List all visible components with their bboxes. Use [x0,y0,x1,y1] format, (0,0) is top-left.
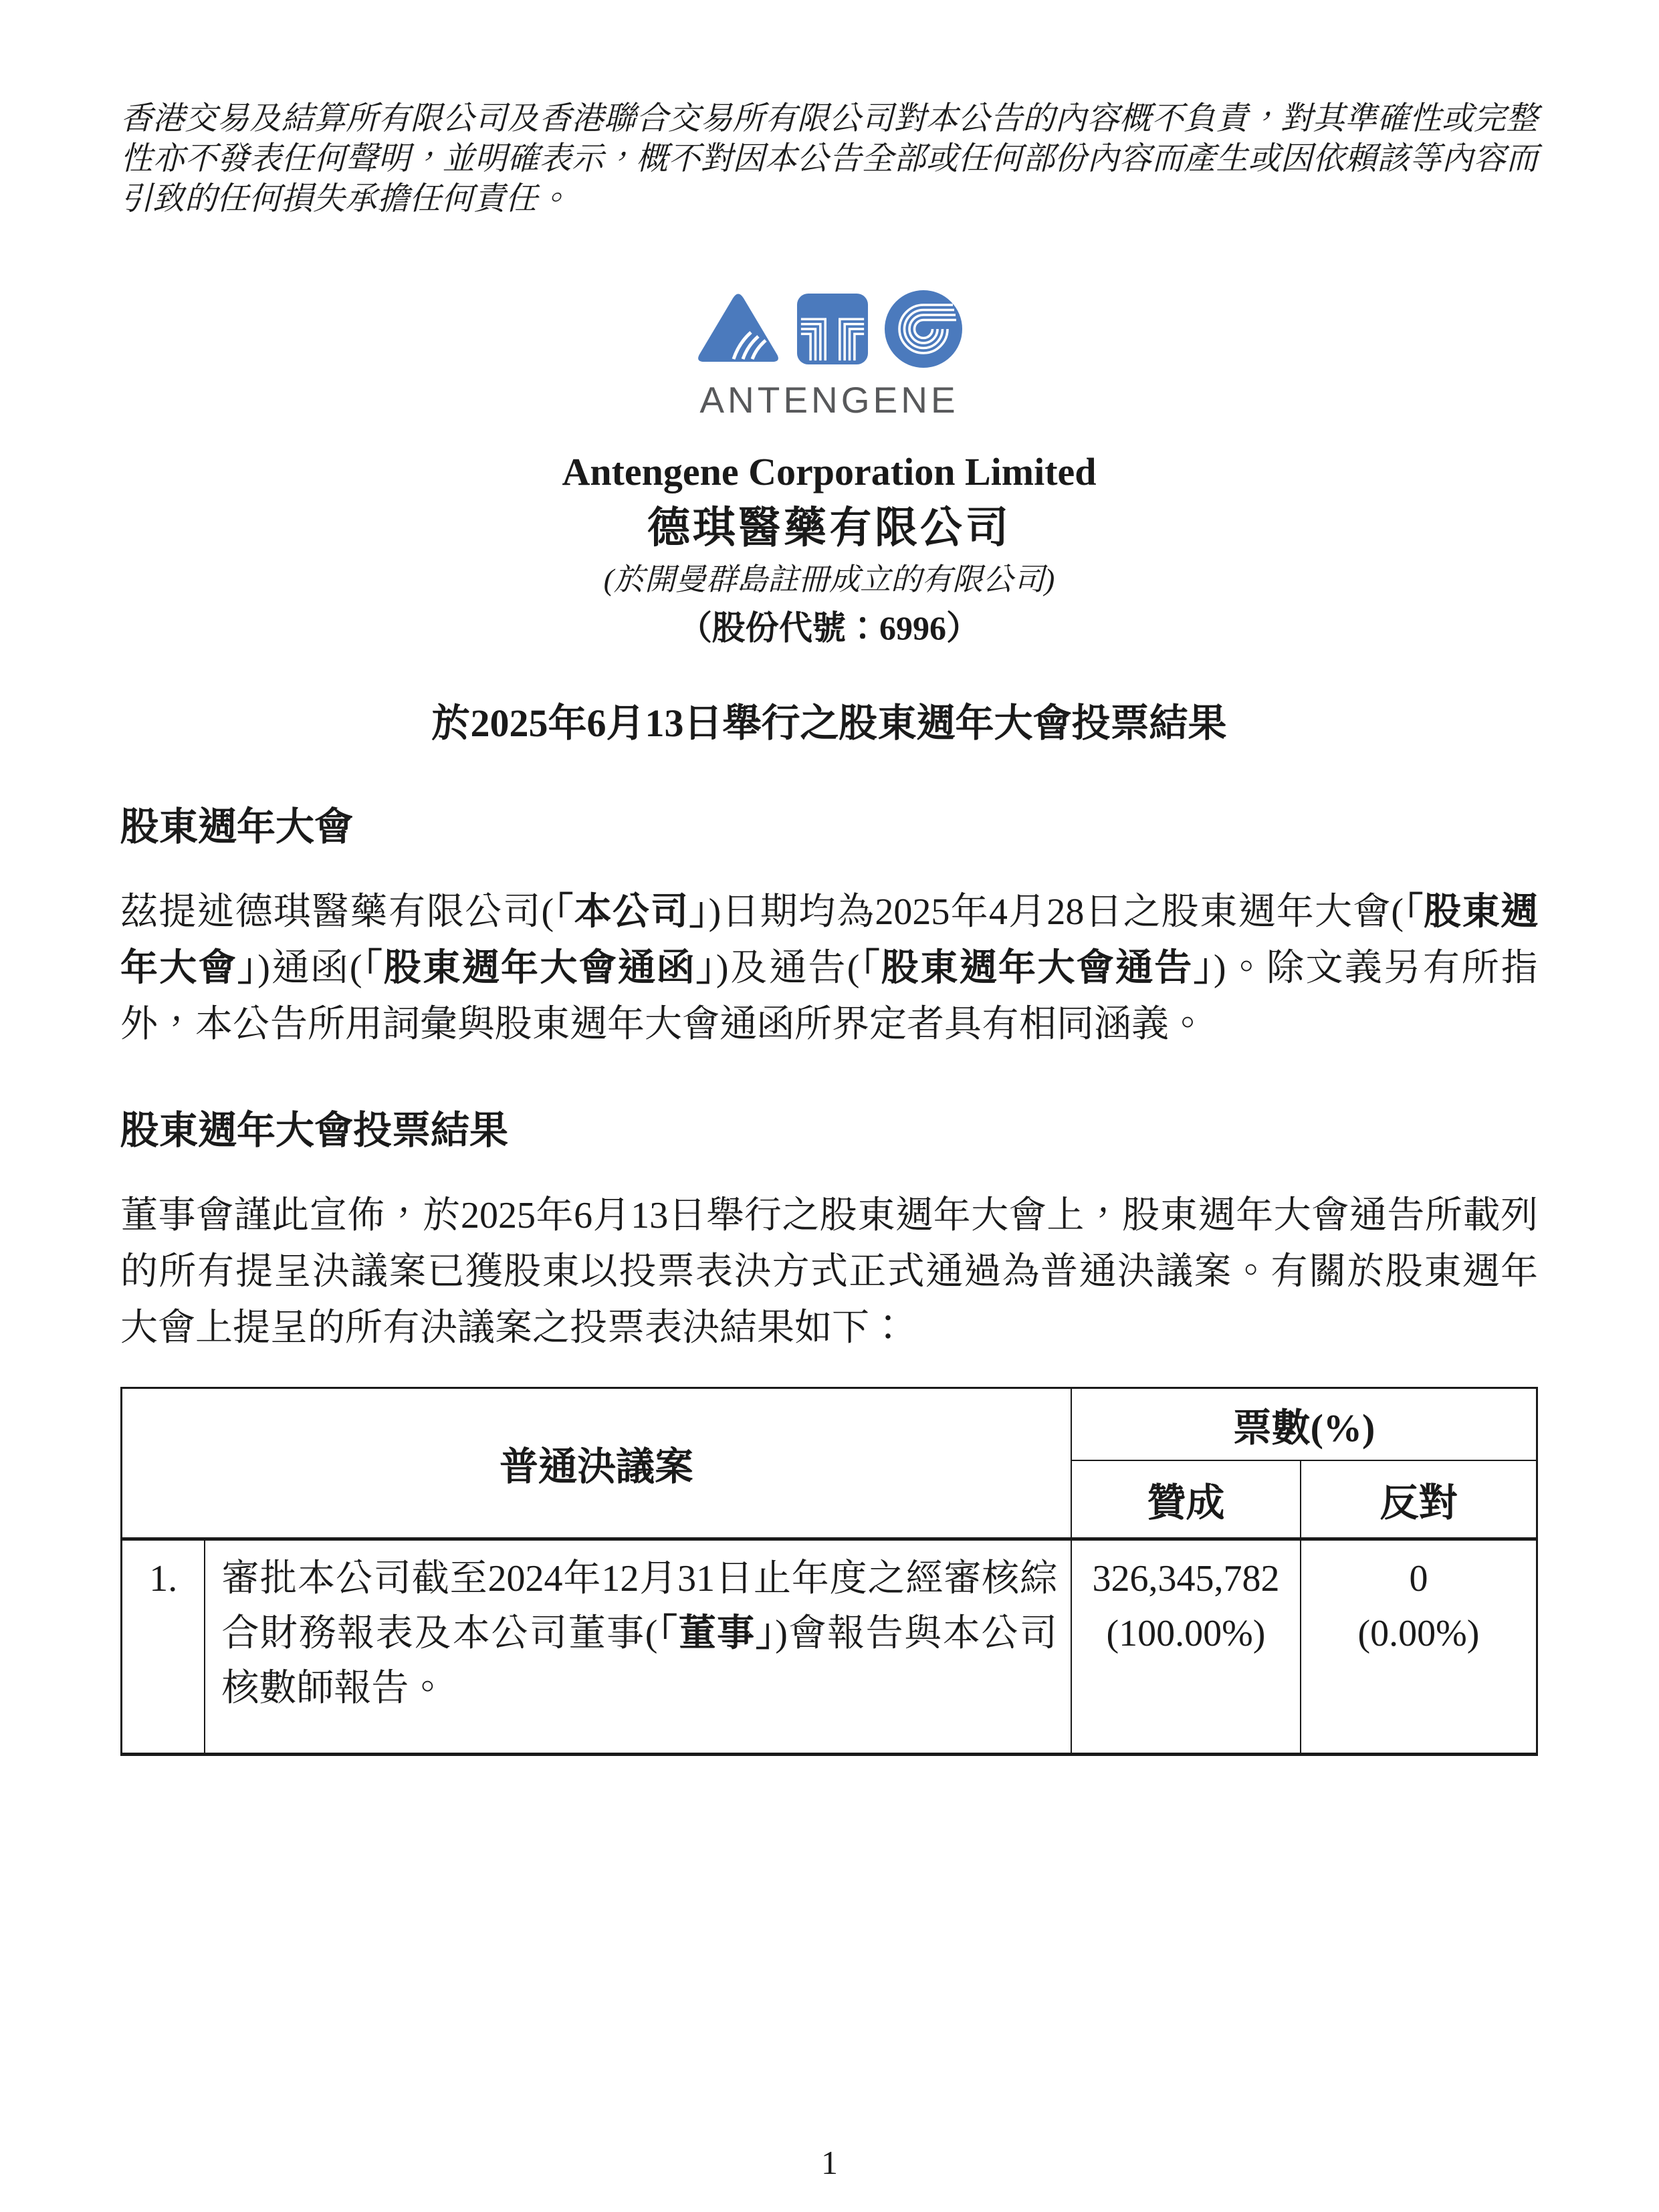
exchange-disclaimer: 香港交易及結算所有限公司及香港聯合交易所有限公司對本公告的內容概不負責，對其準確性或完整性亦不發表任何聲明，並明確表示，概不對因本公告全部或任何部份內容而產生或因依賴該等內容而引致的任何損失承擔任何責任。 [120,101,1538,217]
page-number: 1 [821,2144,838,2181]
document-content [120,0,1538,1756]
company-name-chinese: 德琪醫藥有限公司 [647,504,1011,552]
voting-results-table [120,1387,1538,1756]
poll-results-paragraph: 董事會謹此宣佈，於2025年6月13日舉行之股東週年大會上，股東週年大會通告所載列的所有提呈決議案已獲股東以投票表決方式正式通過為普通決議案。有關於股東週年大會上提呈的所有決議案之投票表決結果如下： [120,1195,1538,1349]
table-row-resolution-1 [122,1539,1537,1755]
company-logo [120,289,1538,421]
incorporation-note: (於開曼群島註冊成立的有限公司) [603,562,1055,596]
votes-for-percent: (100.00%) [1106,1613,1266,1654]
announcement-title: 於2025年6月13日舉行之股東週年大會投票結果 [431,701,1227,745]
votes-against-cell [1301,1539,1537,1755]
column-header-resolutions: 普通決議案 [122,1388,1072,1539]
column-header-votes: 票數(%) [1071,1388,1537,1461]
resolution-text: 審批本公司截至2024年12月31日止年度之經審核綜合財務報表及本公司董事(「董事」)會報告與本公司核數師報告。 [205,1539,1071,1755]
stock-code-line: （股份代號：6996） [679,609,980,647]
votes-for-count: 326,345,782 [1092,1558,1280,1599]
square-t-icon [796,293,869,365]
column-header-against: 反對 [1301,1460,1537,1539]
section-heading-agm: 股東週年大會 [120,805,354,849]
table-header-row-1 [122,1388,1537,1461]
circle-g-icon [883,289,964,369]
votes-against-percent: (0.00%) [1357,1613,1480,1654]
votes-for-cell [1071,1539,1301,1755]
resolution-number: 1. [122,1539,205,1755]
company-name-english: Antengene Corporation Limited [562,450,1097,493]
votes-against-count: 0 [1409,1558,1428,1599]
triangle-a-icon [695,292,782,366]
column-header-for: 贊成 [1071,1460,1301,1539]
section-heading-poll-results: 股東週年大會投票結果 [120,1109,509,1152]
logo-icons [120,289,1538,369]
logo-wordmark: ANTENGENE [699,379,959,421]
agm-paragraph: 茲提述德琪醫藥有限公司(「本公司」)日期均為2025年4月28日之股東週年大會(「股東週年大會」)通函(「股東週年大會通函」)及通告(「股東週年大會通告」)。除文義另有所指外，本公告所用詞彙與股東週年大會通函所界定者具有相同涵義。 [120,891,1539,1045]
